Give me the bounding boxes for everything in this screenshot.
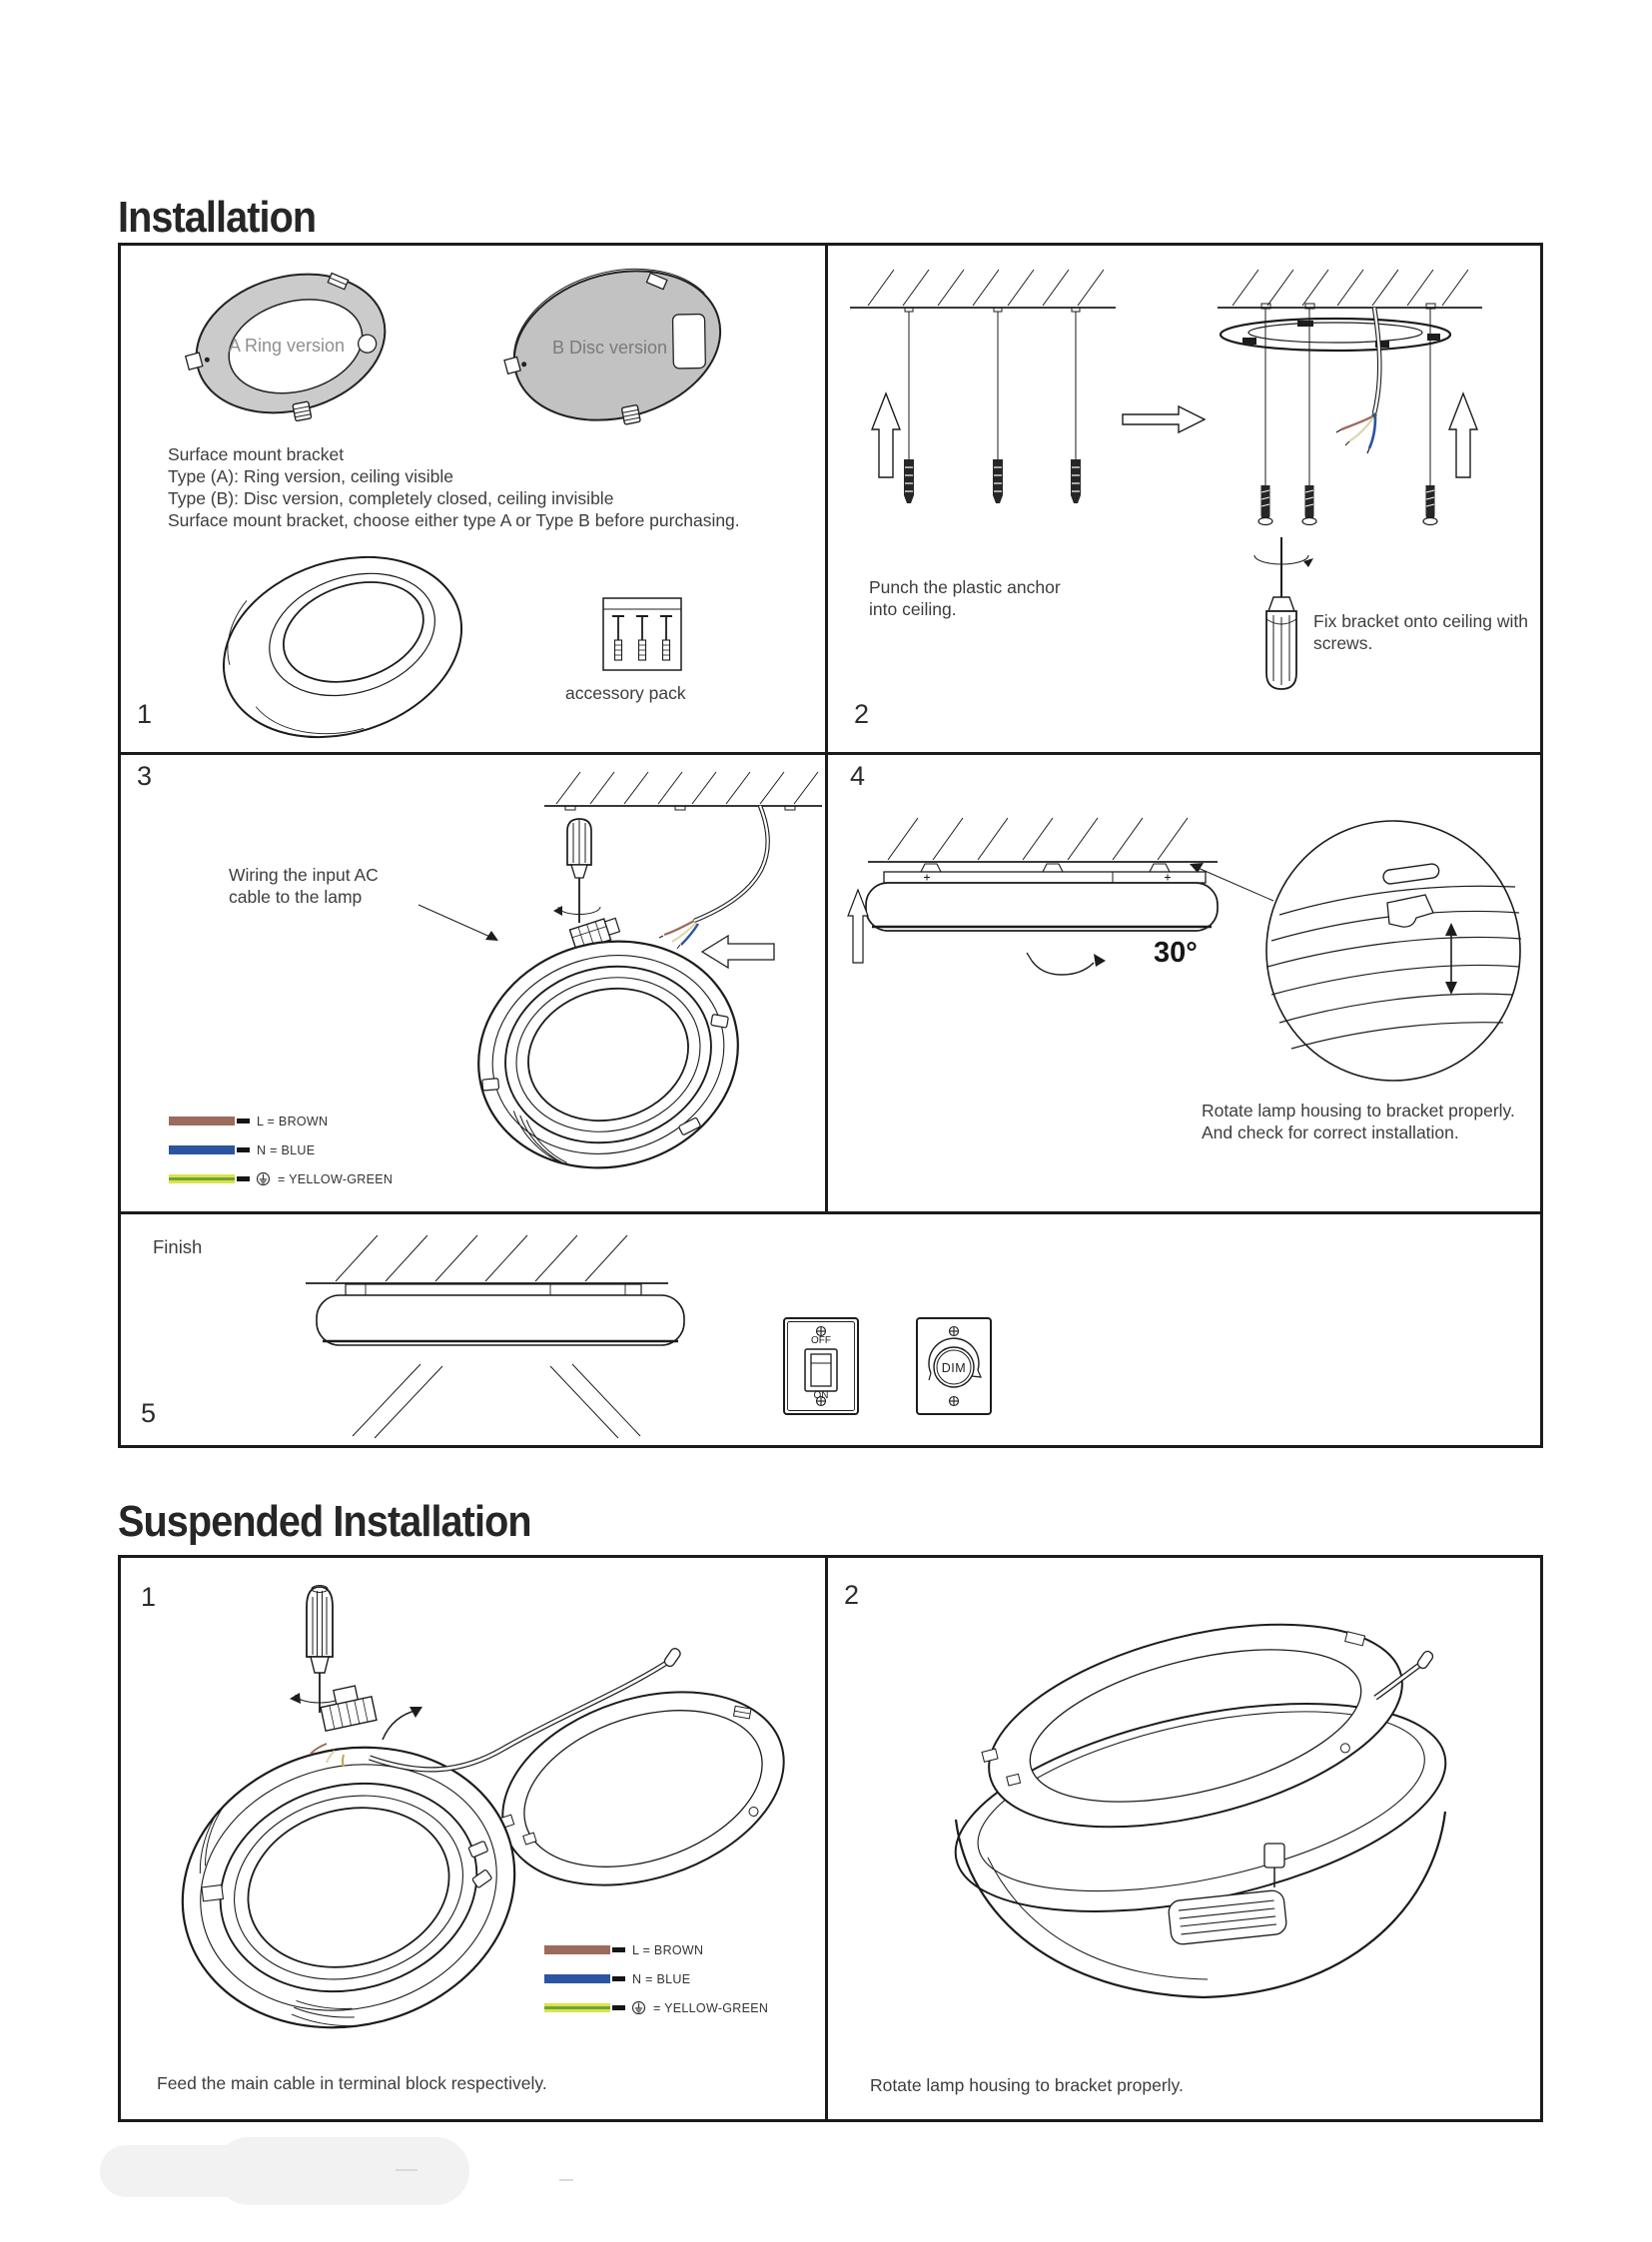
right-arrow-icon (1123, 406, 1205, 432)
desc-line-2: Type (A): Ring version, ceiling visible (168, 466, 453, 486)
ac-wires-drawing (1336, 308, 1379, 453)
wire-tip (612, 2005, 625, 2010)
wire-color-legend (169, 1107, 393, 1193)
ceiling-hatch (888, 818, 1188, 860)
wire-tip (237, 1147, 250, 1152)
legend-row-blue (169, 1135, 393, 1164)
step-3-panel (121, 755, 825, 1211)
step-4-caption: Rotate lamp housing to bracket properly. And check for correct installation. (1202, 1101, 1515, 1142)
step-2-caption-left: Punch the plastic anchor into ceiling. (869, 577, 1061, 619)
mounting-screws (1258, 304, 1437, 525)
finished-lamp-drawing (317, 1284, 684, 1345)
left-arrow-icon (702, 936, 774, 968)
bracket-description (168, 443, 740, 531)
disc-version-label: B Disc version (552, 338, 668, 358)
suspended-step-2-panel (828, 1558, 1540, 2119)
step-3-number: 3 (137, 761, 153, 791)
step-2-panel (828, 246, 1540, 752)
ceiling-hatch (868, 270, 1104, 306)
step-1-number: 1 (137, 699, 153, 729)
step-5-number: 5 (141, 1398, 157, 1428)
bracket-ring-drawing (967, 1587, 1423, 1865)
desc-line-4: Surface mount bracket, choose either type A or Type B before purchasing. (168, 510, 740, 530)
earth-ground-icon (256, 1171, 271, 1186)
wire-tip (612, 1947, 625, 1952)
screw-icon (950, 1327, 959, 1336)
up-arrow-icon-right (1449, 393, 1477, 477)
vent-grill-drawing (1168, 1889, 1287, 1945)
hanging-cable-drawing (659, 806, 768, 949)
yellow-green-wire-swatch (169, 1174, 235, 1183)
bracket-ring-drawing (475, 1659, 808, 1919)
finish-label: Finish (153, 1236, 203, 1257)
switch-on-label: ON (813, 1390, 829, 1401)
light-rays (353, 1364, 640, 1438)
step-2-caption-right: Fix bracket onto ceiling with screws. (1313, 611, 1528, 653)
installation-steps-grid (118, 243, 1543, 1448)
blue-wire-swatch (544, 1974, 610, 1983)
screw-icon (950, 1397, 959, 1406)
brown-wire-label: L = BROWN (632, 1942, 704, 1957)
suspended-installation-title: Suspended Installation (118, 1497, 531, 1546)
step-5-panel (121, 1214, 1540, 1445)
legend-row-yellow-green (169, 1164, 393, 1193)
accessory-pack-drawing (603, 598, 681, 670)
legend-row-brown (169, 1107, 393, 1135)
step-2-number: 2 (854, 699, 870, 729)
plastic-anchors (904, 308, 1081, 503)
installation-title: Installation (118, 193, 317, 242)
lamp-side-view-drawing (866, 872, 1218, 931)
wire-tip (237, 1176, 250, 1181)
rotate-arrow-icon (383, 1707, 422, 1740)
magnifier-circle (1266, 821, 1520, 1081)
accessory-pack-label: accessory pack (565, 683, 686, 703)
lamp-drawing (200, 528, 484, 752)
earth-ground-icon (631, 2000, 646, 2015)
suspended-step-1-panel (121, 1558, 825, 2119)
suspended-step-2-illustration (828, 1558, 1540, 2119)
blue-wire-label: N = BLUE (257, 1142, 316, 1157)
desc-line-3: Type (B): Disc version, completely closed, ceiling invisible (168, 488, 614, 508)
lamp-ring-drawing (151, 1711, 546, 2064)
desc-line-1: Surface mount bracket (168, 444, 345, 464)
rotation-angle-label: 30° (1154, 937, 1198, 969)
suspended-step-2-caption: Rotate lamp housing to bracket properly. (870, 2075, 1184, 2095)
up-arrow-icon (872, 393, 900, 477)
suspended-step-1-number: 1 (141, 1582, 157, 1612)
legend-row-blue (544, 1964, 768, 1993)
suspended-step-1-caption: Feed the main cable in terminal block respectively. (157, 2073, 547, 2093)
legend-row-brown (544, 1935, 768, 1964)
step-5-illustration (121, 1214, 1540, 1445)
rotate-arrow-icon (1027, 953, 1106, 975)
ring-version-label: A Ring version (229, 336, 346, 356)
up-arrow-icon (848, 890, 868, 963)
mounted-bracket-drawing (1221, 319, 1450, 351)
faint-mark (559, 2179, 573, 2181)
yellow-green-wire-swatch (544, 2003, 610, 2012)
legend-row-yellow-green (544, 1993, 768, 2022)
ceiling-hatch (556, 772, 818, 804)
brown-wire-swatch (544, 1945, 610, 1954)
suspended-step-1-illustration (121, 1558, 825, 2119)
suspended-step-2-number: 2 (844, 1580, 860, 1610)
step-4-panel (828, 755, 1540, 1211)
step-2-illustration (828, 246, 1540, 752)
brown-wire-label: L = BROWN (257, 1114, 329, 1128)
switch-off-label: OFF (811, 1335, 831, 1346)
ceiling-hatch (336, 1235, 627, 1281)
brown-wire-swatch (169, 1117, 235, 1125)
screwdriver-drawing (1254, 537, 1313, 689)
wire-tip (237, 1119, 250, 1123)
step-1-panel (121, 246, 825, 752)
screwdriver-drawing (553, 819, 600, 923)
toggle-lever (811, 1354, 831, 1386)
ceiling-hatch-right (1233, 270, 1468, 306)
wire-color-legend (544, 1935, 768, 2022)
blue-wire-label: N = BLUE (632, 1971, 691, 1986)
yellow-green-wire-label: = YELLOW-GREEN (653, 2000, 769, 2015)
wire-tip (612, 1976, 625, 1981)
step-4-number: 4 (850, 761, 866, 791)
faint-mark (396, 2169, 417, 2171)
blue-wire-swatch (169, 1145, 235, 1154)
label-leader-line (418, 905, 492, 938)
suspended-steps-grid (118, 1555, 1543, 2122)
terminal-block-drawing (318, 1683, 377, 1731)
redacted-watermark (215, 2137, 469, 2205)
yellow-green-wire-label: = YELLOW-GREEN (278, 1171, 394, 1186)
dimmer-label: DIM (941, 1361, 967, 1375)
wiring-label: Wiring the input AC cable to the lamp (229, 865, 379, 907)
